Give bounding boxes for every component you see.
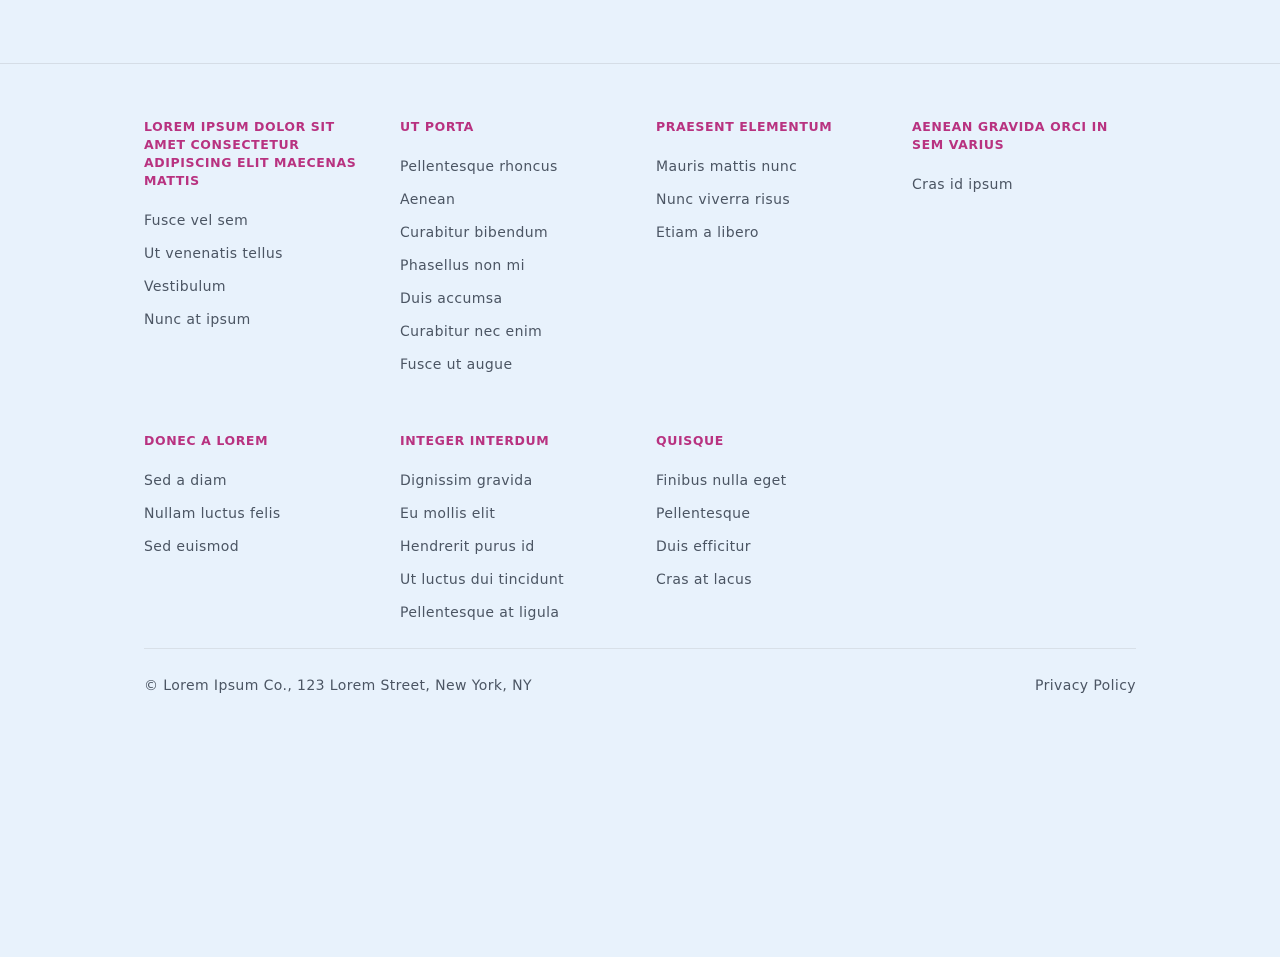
- footer-link[interactable]: Fusce ut augue: [400, 357, 513, 373]
- link-list: [656, 470, 880, 602]
- list-item: [400, 470, 624, 503]
- list-item: [144, 276, 368, 309]
- copyright-text: © Lorem Ipsum Co., 123 Lorem Street, New York, NY: [144, 678, 532, 694]
- footer-link[interactable]: Curabitur bibendum: [400, 225, 549, 241]
- footer-link[interactable]: Cras at lacus: [656, 572, 752, 588]
- list-item: [144, 243, 368, 276]
- list-item: [400, 255, 624, 288]
- footer-link[interactable]: Cras id ipsum: [912, 177, 1013, 193]
- footer-link[interactable]: Hendrerit purus id: [400, 539, 535, 555]
- list-item: [400, 288, 624, 321]
- footer-link[interactable]: Pellentesque at ligula: [400, 605, 560, 621]
- list-item: [656, 189, 880, 222]
- footer-link[interactable]: Nunc viverra risus: [656, 192, 791, 208]
- column-heading: PRAESENT ELEMENTUM: [656, 119, 833, 134]
- footer-link[interactable]: Sed euismod: [144, 539, 239, 555]
- footer-link[interactable]: Fusce vel sem: [144, 213, 249, 229]
- list-item: [400, 189, 624, 222]
- link-list: [144, 210, 368, 342]
- footer-link[interactable]: Ut venenatis tellus: [144, 246, 283, 262]
- top-bar: [0, 0, 1280, 64]
- link-list: [400, 156, 624, 387]
- column-heading: LOREM IPSUM DOLOR SIT AMET CONSECTETUR ADIPISCING ELIT MAECENAS MATTIS: [144, 119, 357, 188]
- column-heading: UT PORTA: [400, 119, 474, 134]
- link-list: [400, 470, 624, 635]
- list-item: [144, 210, 368, 243]
- footer-column: [912, 118, 1136, 387]
- list-item: [656, 536, 880, 569]
- list-item: [400, 536, 624, 569]
- footer-column: [656, 118, 880, 387]
- footer-link[interactable]: Nullam luctus felis: [144, 506, 281, 522]
- list-item: [656, 222, 880, 255]
- list-item: [144, 309, 368, 342]
- column-heading: DONEC A LOREM: [144, 433, 269, 448]
- list-item: [400, 354, 624, 387]
- list-item: [144, 503, 368, 536]
- footer-link[interactable]: Pellentesque rhoncus: [400, 159, 558, 175]
- footer-bottom-bar: [144, 648, 1136, 696]
- footer-link[interactable]: Finibus nulla eget: [656, 473, 787, 489]
- column-heading: AENEAN GRAVIDA ORCI IN SEM VARIUS: [912, 119, 1108, 152]
- list-item: [656, 156, 880, 189]
- link-list: [912, 174, 1136, 207]
- footer-column: [400, 118, 624, 387]
- list-item: [912, 174, 1136, 207]
- list-item: [400, 503, 624, 536]
- column-heading: QUISQUE: [656, 433, 724, 448]
- list-item: [656, 470, 880, 503]
- footer-link[interactable]: Phasellus non mi: [400, 258, 525, 274]
- footer-link[interactable]: Dignissim gravida: [400, 473, 533, 489]
- list-item: [400, 156, 624, 189]
- list-item: [400, 569, 624, 602]
- footer-column: [144, 118, 368, 387]
- footer-link[interactable]: Pellentesque: [656, 506, 751, 522]
- link-list: [656, 156, 880, 255]
- list-item: [400, 321, 624, 354]
- footer-link[interactable]: Vestibulum: [144, 279, 226, 295]
- footer-link[interactable]: Duis efficitur: [656, 539, 751, 555]
- footer-link[interactable]: Aenean: [400, 192, 456, 208]
- footer-column: [656, 432, 880, 635]
- footer-link[interactable]: Nunc at ipsum: [144, 312, 251, 328]
- site-footer: [144, 64, 1136, 696]
- list-item: [400, 602, 624, 635]
- footer-link[interactable]: Etiam a libero: [656, 225, 759, 241]
- footer-column: [144, 432, 368, 635]
- list-item: [656, 569, 880, 602]
- footer-link[interactable]: Ut luctus dui tincidunt: [400, 572, 565, 588]
- footer-column: [400, 432, 624, 635]
- footer-link[interactable]: Mauris mattis nunc: [656, 159, 798, 175]
- column-heading: INTEGER INTERDUM: [400, 433, 550, 448]
- footer-link[interactable]: Duis accumsa: [400, 291, 503, 307]
- footer-link[interactable]: Curabitur nec enim: [400, 324, 543, 340]
- link-list: [144, 470, 368, 569]
- footer-link[interactable]: Sed a diam: [144, 473, 227, 489]
- list-item: [400, 222, 624, 255]
- list-item: [144, 470, 368, 503]
- list-item: [144, 536, 368, 569]
- footer-link[interactable]: Eu mollis elit: [400, 506, 496, 522]
- privacy-policy-link[interactable]: Privacy Policy: [1034, 678, 1136, 694]
- list-item: [656, 503, 880, 536]
- footer-link-grid: [144, 118, 1136, 635]
